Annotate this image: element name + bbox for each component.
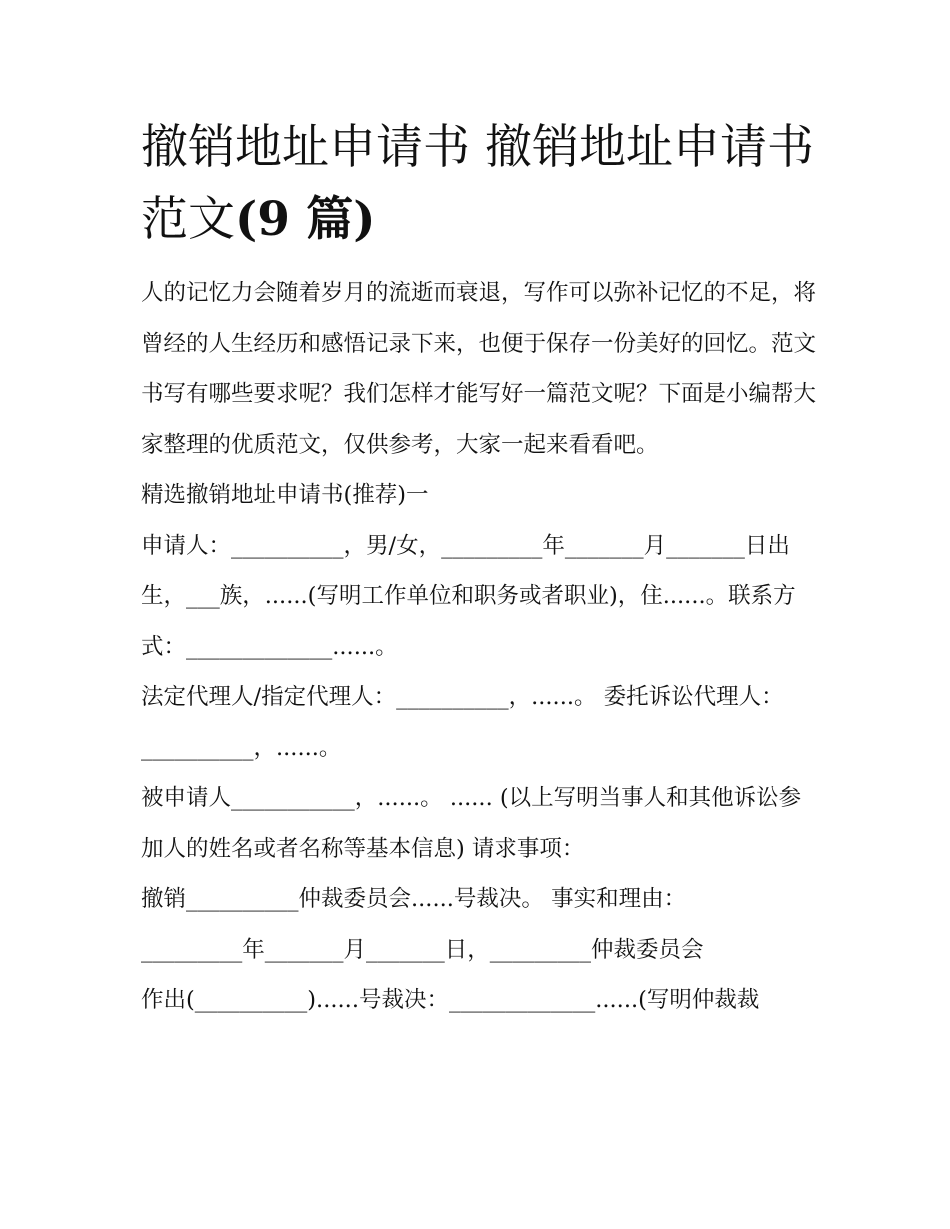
document-title	[141, 112, 816, 256]
document-page	[141, 112, 816, 1026]
request-paragraph: 撤销__________仲裁委员会......号裁决。 事实和理由：	[141, 886, 687, 912]
date-paragraph: _________年_______月_______日，_________仲裁委员会	[141, 936, 704, 963]
respondent-paragraph: 被申请人___________，......。 ...... (以上写明当事人和其他诉讼参加人的姓名或者名称等基本信息) 请求事项：	[141, 785, 802, 862]
section-heading: 精选撤销地址申请书(推荐)一	[141, 482, 429, 508]
agent-paragraph: 法定代理人/指定代理人：__________，......。 委托诉讼代理人：__________，......。	[141, 684, 784, 761]
intro-paragraph: 人的记忆力会随着岁月的流逝而衰退，写作可以弥补记忆的不足，将曾经的人生经历和感悟记录下来，也便于保存一份美好的回忆。范文书写有哪些要求呢？我们怎样才能写好一篇范文呢？下面是小编帮大家整理的优质范文，仅供参考，大家一起来看看吧。	[141, 280, 817, 458]
applicant-paragraph: 申请人：__________，男/女，_________年_______月_______日出生，___族，......(写明工作单位和职务或者职业)，住......。联系方式：_____________......。	[141, 532, 796, 660]
title-main: 撤销地址申请书 撤销地址申请书范文	[141, 120, 814, 247]
award-paragraph: 作出(__________)......号裁决：_____________......(写明仲裁裁	[141, 987, 760, 1013]
title-suffix: (9 篇)	[235, 192, 376, 247]
